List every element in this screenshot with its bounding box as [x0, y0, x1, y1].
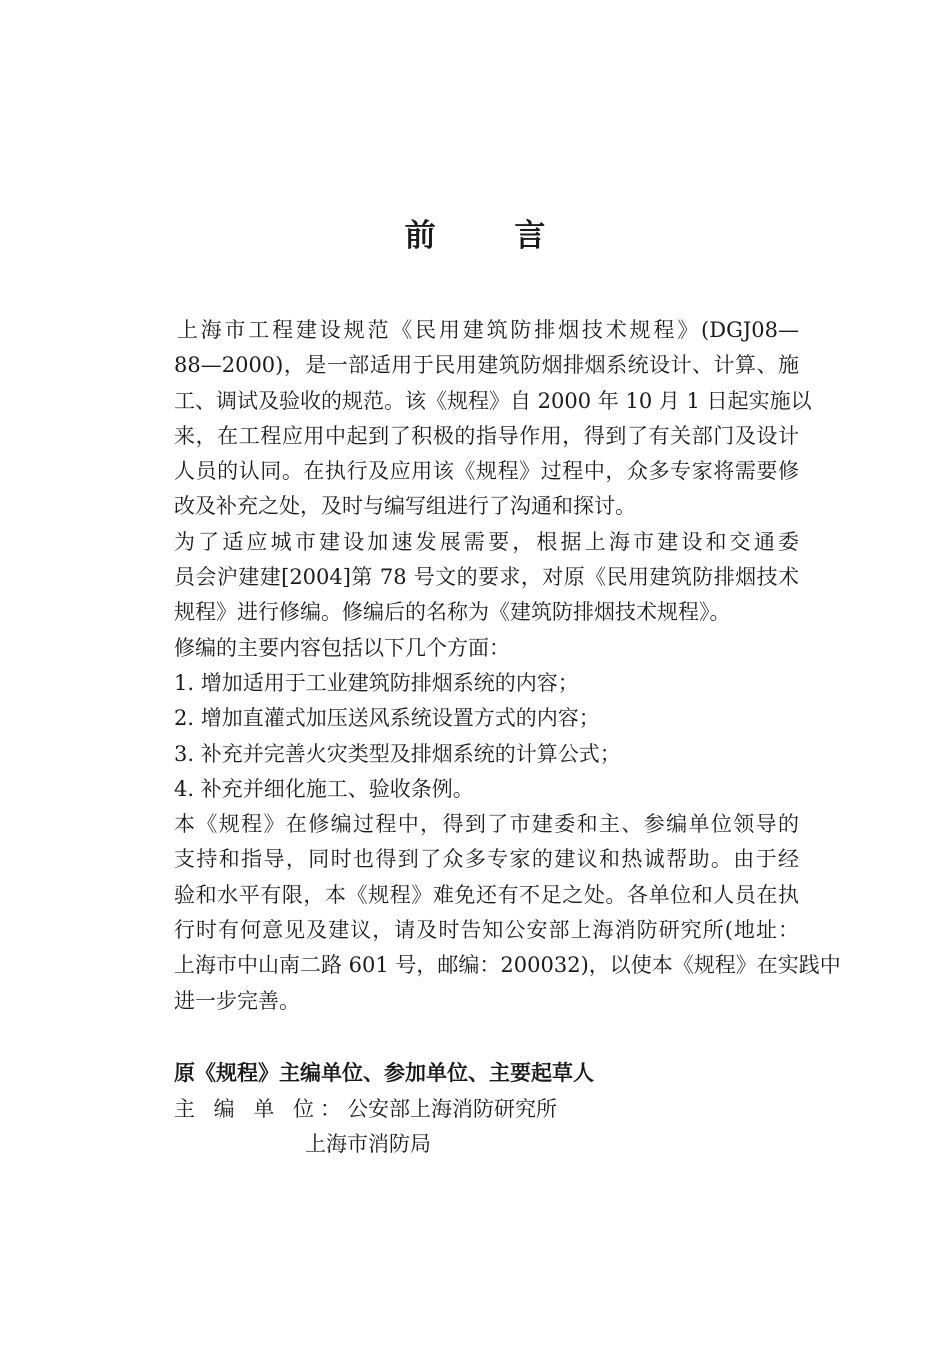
text-line: 验和水平有限，本《规程》难免还有不足之处。各单位和人员在执	[174, 882, 799, 907]
text-line: 员会沪建建[2004]第 78 号文的要求，对原《民用建筑防排烟技术	[174, 565, 799, 590]
paragraph-2	[174, 525, 799, 631]
paragraph-1	[174, 313, 812, 525]
chief-unit-name: 公安部上海消防研究所	[347, 1097, 558, 1121]
text-line: 为了适应城市建设加速发展需要，根据上海市建设和交通委	[174, 529, 799, 554]
paragraph-4	[174, 807, 841, 1019]
page-title: 前 言	[404, 218, 580, 254]
text-line: 上海市中山南二路 601 号，邮编：200032)，以使本《规程》在实践中	[174, 953, 841, 978]
text-line: 支持和指导，同时也得到了众多专家的建议和热诚帮助。由于经	[174, 847, 799, 872]
text-line	[174, 313, 799, 348]
text-line: 本《规程》在修编过程中，得到了市建委和主、参编单位领导的	[174, 812, 799, 837]
text-line: 工、调试及验收的规范。该《规程》自 2000 年 10 月 1 日起实施以	[174, 388, 812, 413]
list-item: 2. 增加直灌式加压送风系统设置方式的内容；	[174, 706, 600, 731]
text-line: 修编的主要内容包括以下几个方面：	[174, 635, 510, 660]
text-line-content: 上海市工程建设规范《民用建筑防排烟技术规程》(DGJ08—	[174, 318, 799, 342]
list-item: 1. 增加适用于工业建筑防排烟系统的内容；	[174, 670, 579, 695]
credits-heading: 原《规程》主编单位、参加单位、主要起草人	[174, 1061, 594, 1085]
chief-unit-label: 主 编 单 位：	[174, 1097, 348, 1121]
list-item: 3. 补充并完善火灾类型及排烟系统的计算公式；	[174, 741, 621, 766]
text-line: 规程》进行修编。修编后的名称为《建筑防排烟技术规程》。	[174, 600, 731, 625]
chief-unit-row	[174, 1092, 557, 1127]
text-line: 人员的认同。在执行及应用该《规程》过程中，众多专家将需要修	[174, 459, 799, 484]
text-line: 来，在工程应用中起到了积极的指导作用，得到了有关部门及设计	[174, 423, 799, 448]
revision-list	[174, 666, 799, 807]
text-line: 行时有何意见及建议，请及时告知公安部上海消防研究所(地址：	[174, 918, 799, 943]
text-line: 改及补充之处，及时与编写组进行了沟通和探讨。	[174, 494, 636, 519]
text-line: 88—2000)，是一部适用于民用建筑防烟排烟系统设计、计算、施	[174, 353, 799, 378]
chief-unit-name-2: 上海市消防局	[305, 1132, 431, 1156]
preface-body	[174, 313, 841, 1019]
list-item: 4. 补充并细化施工、验收条例。	[174, 776, 474, 801]
paragraph-3	[174, 631, 799, 666]
text-line: 进一步完善。	[174, 988, 300, 1013]
